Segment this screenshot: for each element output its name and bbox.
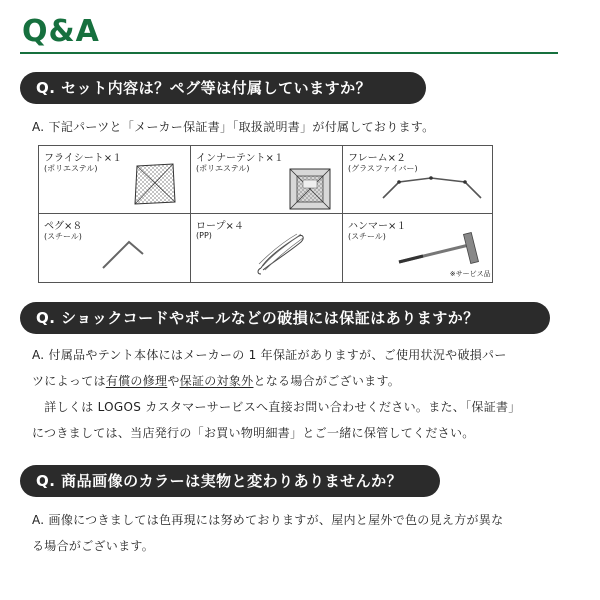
part-frame: [343, 146, 495, 214]
answer-1: A. 下記パーツと「メーカー保証書」「取扱説明書」が付属しております。: [32, 120, 435, 134]
part-rope: [191, 214, 343, 282]
answer-text: ツによっては: [32, 374, 106, 388]
answer-line: 詳しくは LOGOS カスタマーサービスへ直接お問い合わせください。また、「保証書」: [32, 400, 521, 414]
part-material: (ポリエステル): [44, 164, 98, 173]
question-3: Q. 商品画像のカラーは実物と変わりありませんか？: [20, 465, 440, 497]
question-2: Q. ショックコードやポールなどの破損には保証はありますか？: [20, 302, 550, 334]
part-material: (グラスファイバー): [348, 164, 418, 173]
part-hammer: [343, 214, 495, 282]
answer-text: や: [167, 374, 180, 388]
part-inner-tent: [191, 146, 343, 214]
part-material: (スチール): [348, 232, 386, 241]
part-name: フライシート×１: [44, 153, 123, 164]
part-material: (PP): [196, 231, 212, 240]
answer-line: A. 画像につきましては色再現には努めておりますが、屋内と屋外で色の見え方が異な: [32, 513, 504, 527]
inner-tent-icon: [287, 166, 333, 212]
underlined-text: 保証の対象外: [179, 374, 254, 388]
title-underline: [20, 52, 558, 54]
answer-text: となる場合がございます。: [253, 374, 401, 388]
question-1: Q. セット内容は？ペグ等は付属していますか？: [20, 72, 426, 104]
part-name: ハンマー×１: [348, 221, 407, 232]
part-material: (ポリエステル): [196, 164, 250, 173]
page-title: Q&A: [22, 14, 100, 49]
part-name: ペグ×８: [44, 221, 83, 232]
fly-sheet-icon: [131, 158, 179, 210]
answer-line: る場合がございます。: [32, 539, 155, 553]
peg-icon: [99, 236, 147, 272]
service-item-note: ※サービス品: [449, 270, 491, 278]
part-peg: [39, 214, 191, 282]
answer-3: [32, 507, 503, 559]
parts-table: [38, 145, 493, 283]
part-name: フレーム×２: [348, 153, 406, 164]
answer-line: A. 付属品やテント本体にはメーカーの 1 年保証がありますが、ご使用状況や破損パー: [32, 348, 507, 362]
answer-line: につきましては、当店発行の「お買い物明細書」とご一緒に保管してください。: [32, 426, 475, 440]
rope-icon: [253, 228, 313, 278]
underlined-text: 有償の修理: [105, 374, 168, 388]
frame-icon: [379, 172, 485, 202]
part-name: ロープ×４: [196, 221, 244, 232]
answer-line: [32, 368, 521, 394]
part-material: (スチール): [44, 232, 82, 241]
part-fly-sheet: [39, 146, 191, 214]
part-name: インナーテント×１: [196, 153, 284, 164]
answer-2: [32, 342, 521, 446]
hammer-icon: [393, 230, 483, 268]
